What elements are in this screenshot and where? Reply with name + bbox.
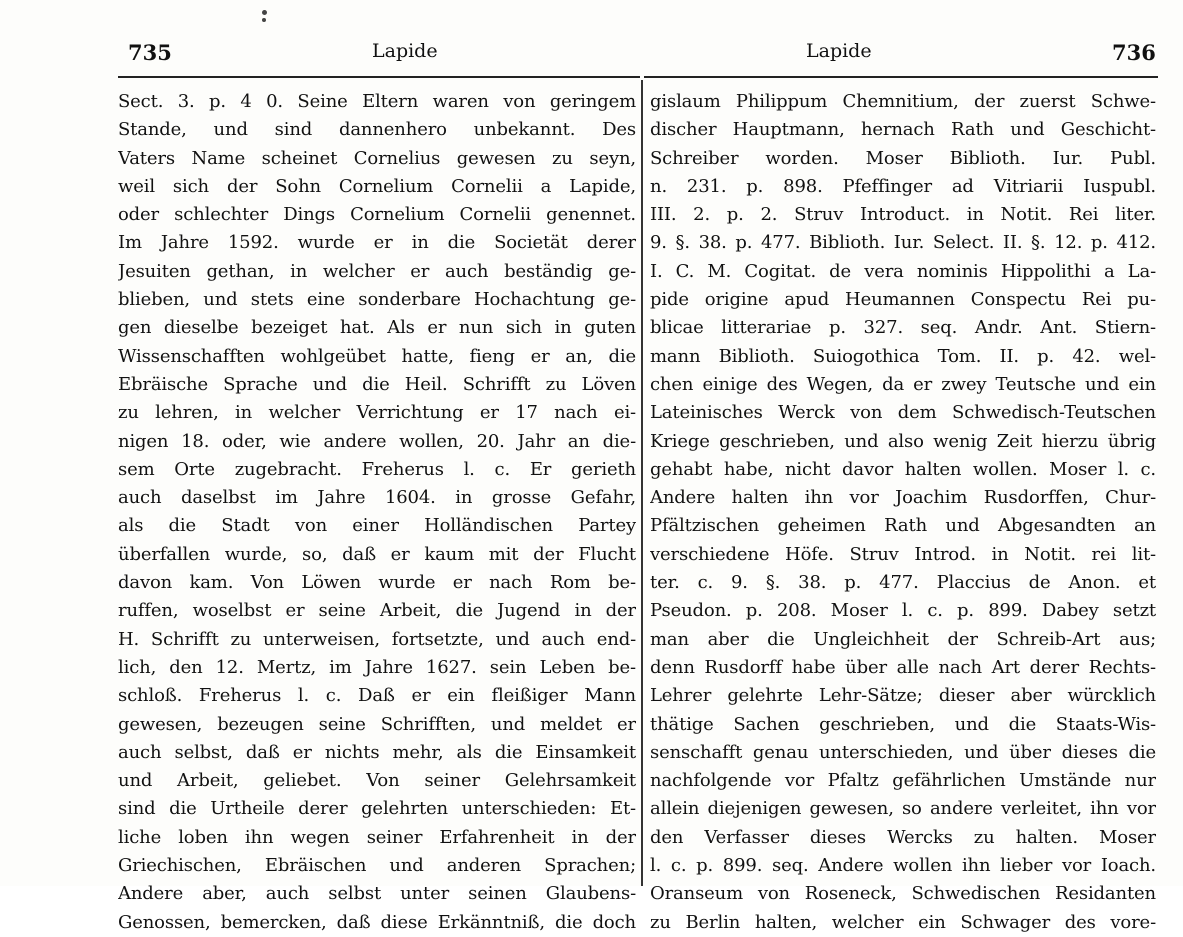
text-line: auch selbst, daß er nichts mehr, als die Einsamkeit: [118, 741, 636, 763]
text-line: blieben, und stets eine sonderbare Hochachtung ge-: [118, 289, 636, 311]
text-line: Stande, und sind dannenhero unbekannt. Des: [118, 119, 636, 141]
text-line: Ebräische Sprache und die Heil. Schrifft zu Löven: [118, 373, 636, 395]
text-line: Andere halten ihn vor Joachim Rusdorffen, Chur-: [650, 487, 1156, 509]
text-line: verschiedene Höfe. Struv Introd. in Notit. rei lit-: [650, 543, 1156, 565]
text-line: allein diejenigen gewesen, so andere verleitet, ihn vor: [650, 798, 1156, 820]
text-line: Oranseum von Roseneck, Schwedischen Residanten: [650, 883, 1156, 905]
text-line: schloß. Freherus l. c. Daß er ein fleißiger Mann: [118, 685, 636, 707]
text-line: gehabt habe, nicht davor halten wollen. Moser l. c.: [650, 458, 1156, 480]
column-divider: [641, 80, 643, 886]
text-line: als die Stadt von einer Holländischen Partey: [118, 515, 636, 537]
text-line: mann Biblioth. Suiogothica Tom. II. p. 42. wel-: [650, 345, 1156, 367]
text-line: Vaters Name scheinet Cornelius gewesen zu seyn,: [118, 147, 636, 169]
right-text-column: [650, 88, 1156, 937]
print-speck: [262, 10, 267, 15]
text-line: gen dieselbe bezeiget hat. Als er nun sich in guten: [118, 317, 636, 339]
text-line: ter. c. 9. §. 38. p. 477. Placcius de Anon. et: [650, 572, 1156, 594]
text-line: Lehrer gelehrte Lehr-Sätze; dieser aber würcklich: [650, 685, 1156, 707]
text-line: Kriege geschrieben, und also wenig Zeit hierzu übrig: [650, 430, 1156, 452]
text-line: man aber die Ungleichheit der Schreib-Art aus;: [650, 628, 1156, 650]
text-line: nachfolgende vor Pfaltz gefährlichen Umstände nur: [650, 770, 1156, 792]
left-running-head: Lapide: [372, 40, 438, 62]
text-line: thätige Sachen geschrieben, und die Staats-Wis-: [650, 713, 1156, 735]
text-line: denn Rusdorff habe über alle nach Art derer Rechts-: [650, 656, 1156, 678]
text-line: davon kam. Von Löwen wurde er nach Rom be-: [118, 572, 636, 594]
text-line: H. Schrifft zu unterweisen, fortsetzte, und auch end-: [118, 628, 636, 650]
text-line: Pseudon. p. 208. Moser l. c. p. 899. Dabey setzt: [650, 600, 1156, 622]
text-line: zu lehren, in welcher Verrichtung er 17 nach ei-: [118, 402, 636, 424]
text-line: lich, den 12. Mertz, im Jahre 1627. sein Leben be-: [118, 656, 636, 678]
text-line: gewesen, bezeugen seine Schrifften, und meldet er: [118, 713, 636, 735]
text-line: discher Hauptmann, hernach Rath und Geschicht-: [650, 119, 1156, 141]
right-page-number: 736: [1112, 40, 1156, 65]
left-text-column: [118, 88, 636, 937]
text-line: nigen 18. oder, wie andere wollen, 20. Jahr an die-: [118, 430, 636, 452]
text-line: Lateinisches Werck von dem Schwedisch-Teutschen: [650, 402, 1156, 424]
header-rule-left: [118, 76, 640, 78]
page-header: [0, 40, 1183, 76]
print-speck: [262, 18, 266, 22]
text-line: Jesuiten gethan, in welcher er auch beständig ge-: [118, 260, 636, 282]
text-line: überfallen wurde, so, daß er kaum mit der Flucht: [118, 543, 636, 565]
text-line: Im Jahre 1592. wurde er in die Societät derer: [118, 232, 636, 254]
text-line: sem Orte zugebracht. Freherus l. c. Er gerieth: [118, 458, 636, 480]
text-line: auch daselbst im Jahre 1604. in grosse Gefahr,: [118, 487, 636, 509]
text-line: pide origine apud Heumannen Conspectu Rei pu-: [650, 289, 1156, 311]
text-line: I. C. M. Cogitat. de vera nominis Hippolithi a La-: [650, 260, 1156, 282]
text-line: weil sich der Sohn Cornelium Cornelii a Lapide,: [118, 175, 636, 197]
text-line: liche loben ihn wegen seiner Erfahrenheit in der: [118, 826, 636, 848]
text-line: Sect. 3. p. 4 0. Seine Eltern waren von geringem: [118, 91, 636, 112]
text-line: Pfältzischen geheimen Rath und Abgesandten an: [650, 515, 1156, 537]
text-line: ruffen, woselbst er seine Arbeit, die Jugend in der: [118, 600, 636, 622]
text-line: oder schlechter Dings Cornelium Cornelii genennet.: [118, 204, 636, 226]
text-line: und Arbeit, geliebet. Von seiner Gelehrsamkeit: [118, 770, 636, 792]
text-line: n. 231. p. 898. Pfeffinger ad Vitriarii Iuspubl.: [650, 175, 1156, 197]
text-line: Genossen, bemercken, daß diese Erkänntniß, die doch: [118, 911, 636, 933]
text-line: 9. §. 38. p. 477. Biblioth. Iur. Select. II. §. 12. p. 412.: [650, 232, 1156, 254]
header-rule-right: [644, 76, 1158, 78]
text-line: blicae litterariae p. 327. seq. Andr. Ant. Stiern-: [650, 317, 1156, 339]
right-running-head: Lapide: [806, 40, 872, 62]
text-line: Andere aber, auch selbst unter seinen Glaubens-: [118, 883, 636, 905]
text-line: sind die Urtheile derer gelehrten unterschieden: Et-: [118, 798, 636, 820]
text-line: Wissenschafften wohlgeübet hatte, fieng er an, die: [118, 345, 636, 367]
text-line: zu Berlin halten, welcher ein Schwager des vore-: [650, 911, 1156, 933]
text-line: senschafft genau unterschieden, und über dieses die: [650, 741, 1156, 763]
text-line: chen einige des Wegen, da er zwey Teutsche und ein: [650, 373, 1156, 395]
text-line: Griechischen, Ebräischen und anderen Sprachen;: [118, 855, 636, 877]
left-page-number: 735: [128, 40, 172, 65]
text-line: III. 2. p. 2. Struv Introduct. in Notit. Rei liter.: [650, 204, 1156, 226]
text-line: l. c. p. 899. seq. Andere wollen ihn lieber vor Ioach.: [650, 855, 1156, 877]
text-line: gislaum Philippum Chemnitium, der zuerst Schwe-: [650, 91, 1156, 112]
text-line: Schreiber worden. Moser Biblioth. Iur. Publ.: [650, 147, 1156, 169]
text-line: den Verfasser dieses Wercks zu halten. Moser: [650, 826, 1156, 848]
